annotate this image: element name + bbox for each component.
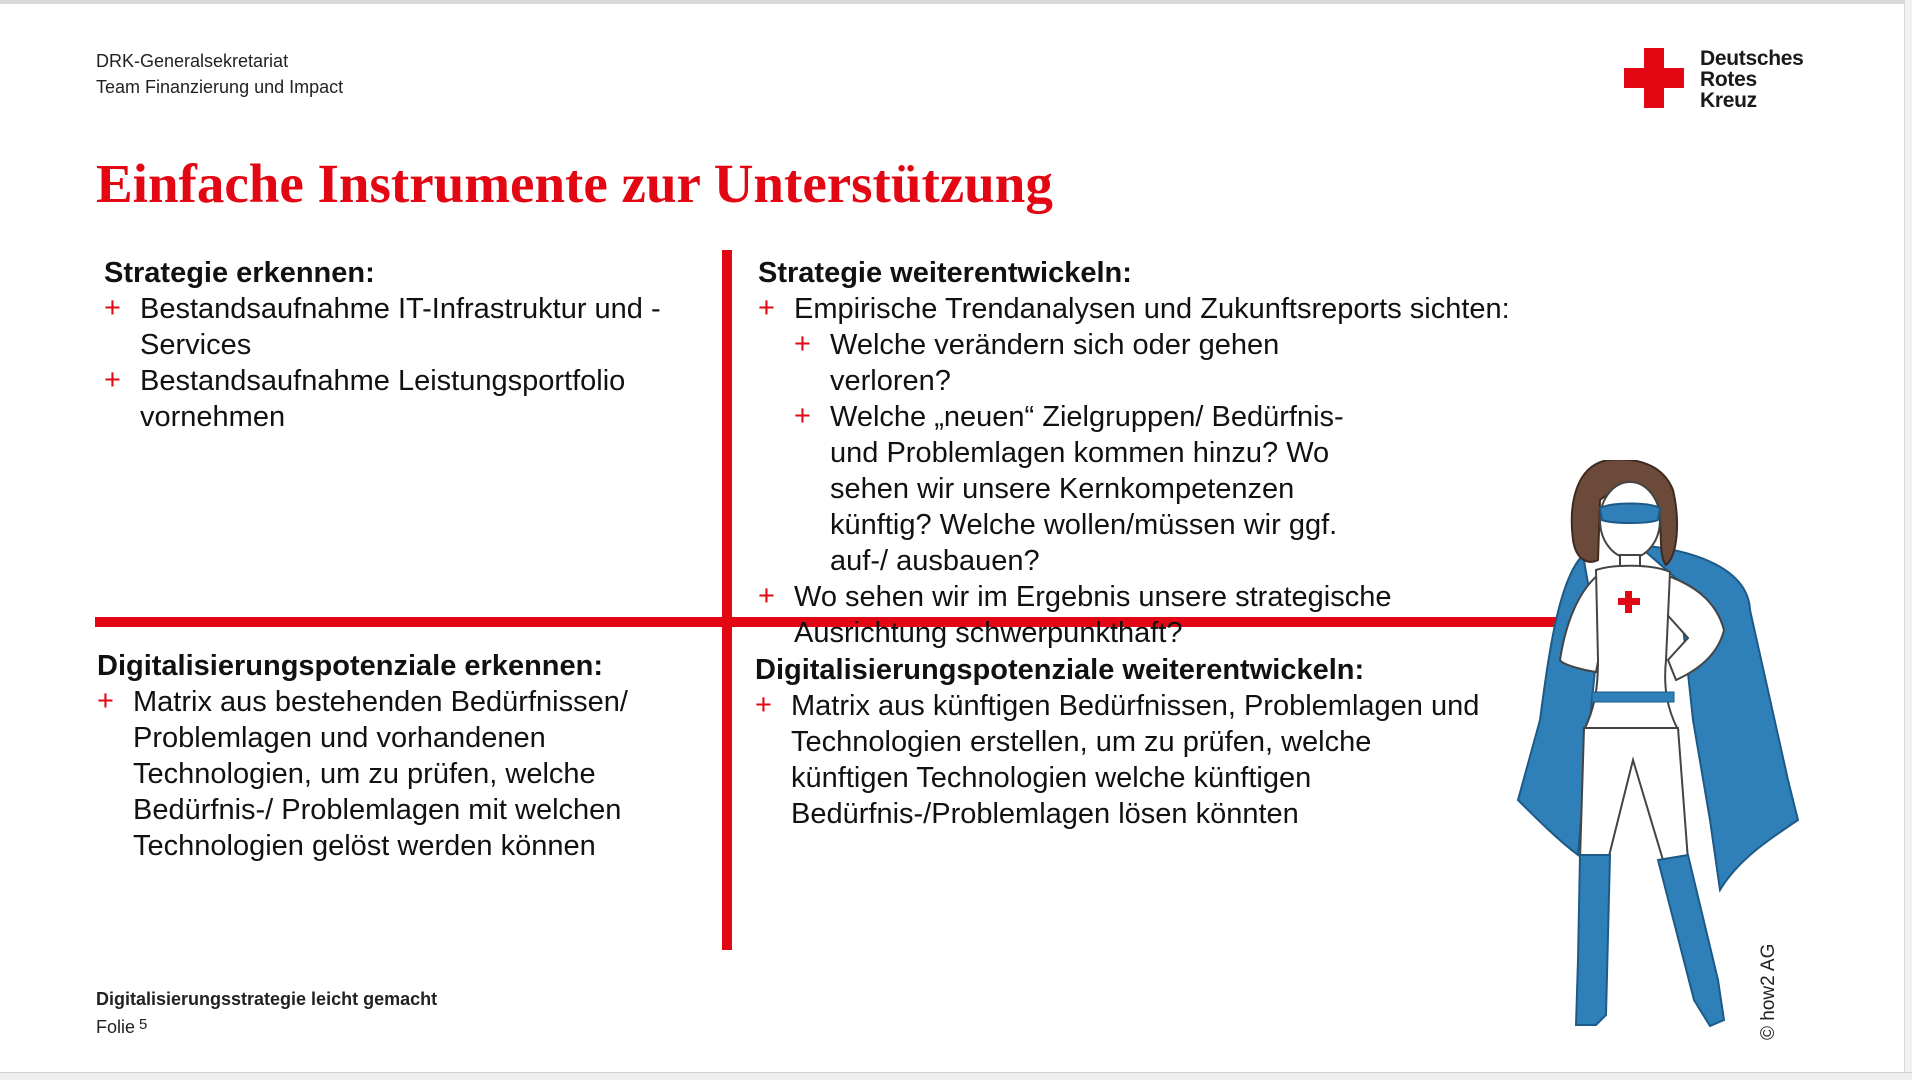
list-item	[794, 327, 1398, 399]
list-item	[755, 688, 1495, 832]
bullet-list	[758, 579, 1478, 651]
quadrant-heading: Strategie erkennen:	[104, 257, 375, 289]
quadrant-heading: Strategie weiterentwickeln:	[758, 257, 1132, 289]
header-org-line1: DRK-Generalsekretariat	[96, 51, 289, 71]
list-item	[758, 579, 1478, 651]
quadrant-heading: Digitalisierungspotenziale erkennen:	[97, 650, 603, 682]
folie-label: Folie	[96, 1017, 136, 1037]
list-item	[97, 684, 707, 864]
quadrant-heading: Digitalisierungspotenziale weiterentwickeln:	[755, 654, 1365, 686]
plus-bullet-icon: +	[104, 364, 121, 396]
list-item	[758, 291, 1578, 327]
window-bottom-edge	[0, 1072, 1912, 1080]
plus-bullet-icon: +	[104, 292, 121, 324]
list-item-text: Bestandsaufnahme Leistungsportfolio vornehmen	[140, 365, 626, 433]
list-item	[104, 291, 714, 363]
quadrant-strategie-erkennen	[104, 255, 714, 435]
logo-line3: Kreuz	[1700, 89, 1757, 112]
list-item-text: Matrix aus künftigen Bedürfnissen, Problemlagen und Technologien erstellen, um zu prüfen, welche künftigen Technologien welche künftigen Bedürfnis-/Problemlagen lösen könnten	[791, 690, 1480, 830]
plus-bullet-icon: +	[755, 689, 772, 721]
list-item	[794, 399, 1398, 579]
plus-bullet-icon: +	[758, 292, 775, 324]
folie-number: 5	[139, 1016, 148, 1033]
list-item-text: Welche verändern sich oder gehen verloren?	[830, 329, 1280, 397]
window-top-edge	[0, 0, 1912, 4]
bullet-list	[755, 688, 1495, 832]
bullet-list	[97, 684, 707, 864]
footer	[96, 986, 437, 1040]
footer-slide-number	[96, 1012, 437, 1040]
illustration-credit: © how2 AG	[1758, 943, 1779, 1040]
footer-presentation-title: Digitalisierungsstrategie leicht gemacht	[96, 989, 438, 1009]
list-item-text: Empirische Trendanalysen und Zukunftsreports sichten:	[794, 293, 1510, 325]
drk-logo	[1624, 48, 1824, 112]
plus-bullet-icon: +	[97, 685, 114, 717]
list-item-text: Welche „neuen“ Zielgruppen/ Bedürfnis- und Problemlagen kommen hinzu? Wo sehen wir unsere Kernkompetenzen künftig? Welche wollen/müssen wir ggf. auf-/ ausbauen?	[830, 401, 1344, 577]
plus-bullet-icon: +	[794, 400, 811, 432]
bullet-list	[104, 291, 714, 435]
logo-line2: Rotes	[1700, 68, 1757, 91]
header-organisation	[96, 48, 343, 100]
plus-bullet-icon: +	[758, 580, 775, 612]
quadrant-digitalisierungspotenziale-weiterentwickeln	[755, 652, 1515, 832]
header-org-line2: Team Finanzierung und Impact	[96, 77, 344, 97]
quadrant-strategie-weiterentwickeln	[758, 255, 1578, 651]
bullet-list	[758, 291, 1578, 327]
vertical-divider	[722, 250, 732, 950]
plus-bullet-icon: +	[794, 328, 811, 360]
list-item	[104, 363, 714, 435]
list-item-text: Matrix aus bestehenden Bedürfnissen/ Problemlagen und vorhandenen Technologien, um zu prüfen, welche Bedürfnis-/ Problemlagen mit welchen Technologien gelöst werden können	[133, 686, 628, 862]
list-item-text: Bestandsaufnahme IT-Infrastruktur und -Services	[140, 293, 661, 361]
logo-wordmark	[1700, 48, 1804, 111]
window-scrollbar[interactable]	[1904, 0, 1912, 1080]
red-cross-icon	[1624, 48, 1684, 108]
quadrant-digitalisierungspotenziale-erkennen	[97, 648, 717, 864]
slide-title: Einfache Instrumente zur Unterstützung	[96, 153, 1053, 214]
sub-bullet-list	[758, 327, 1398, 579]
logo-line1: Deutsches	[1700, 47, 1804, 70]
list-item-text: Wo sehen wir im Ergebnis unsere strategische Ausrichtung schwerpunkthaft?	[794, 581, 1392, 649]
